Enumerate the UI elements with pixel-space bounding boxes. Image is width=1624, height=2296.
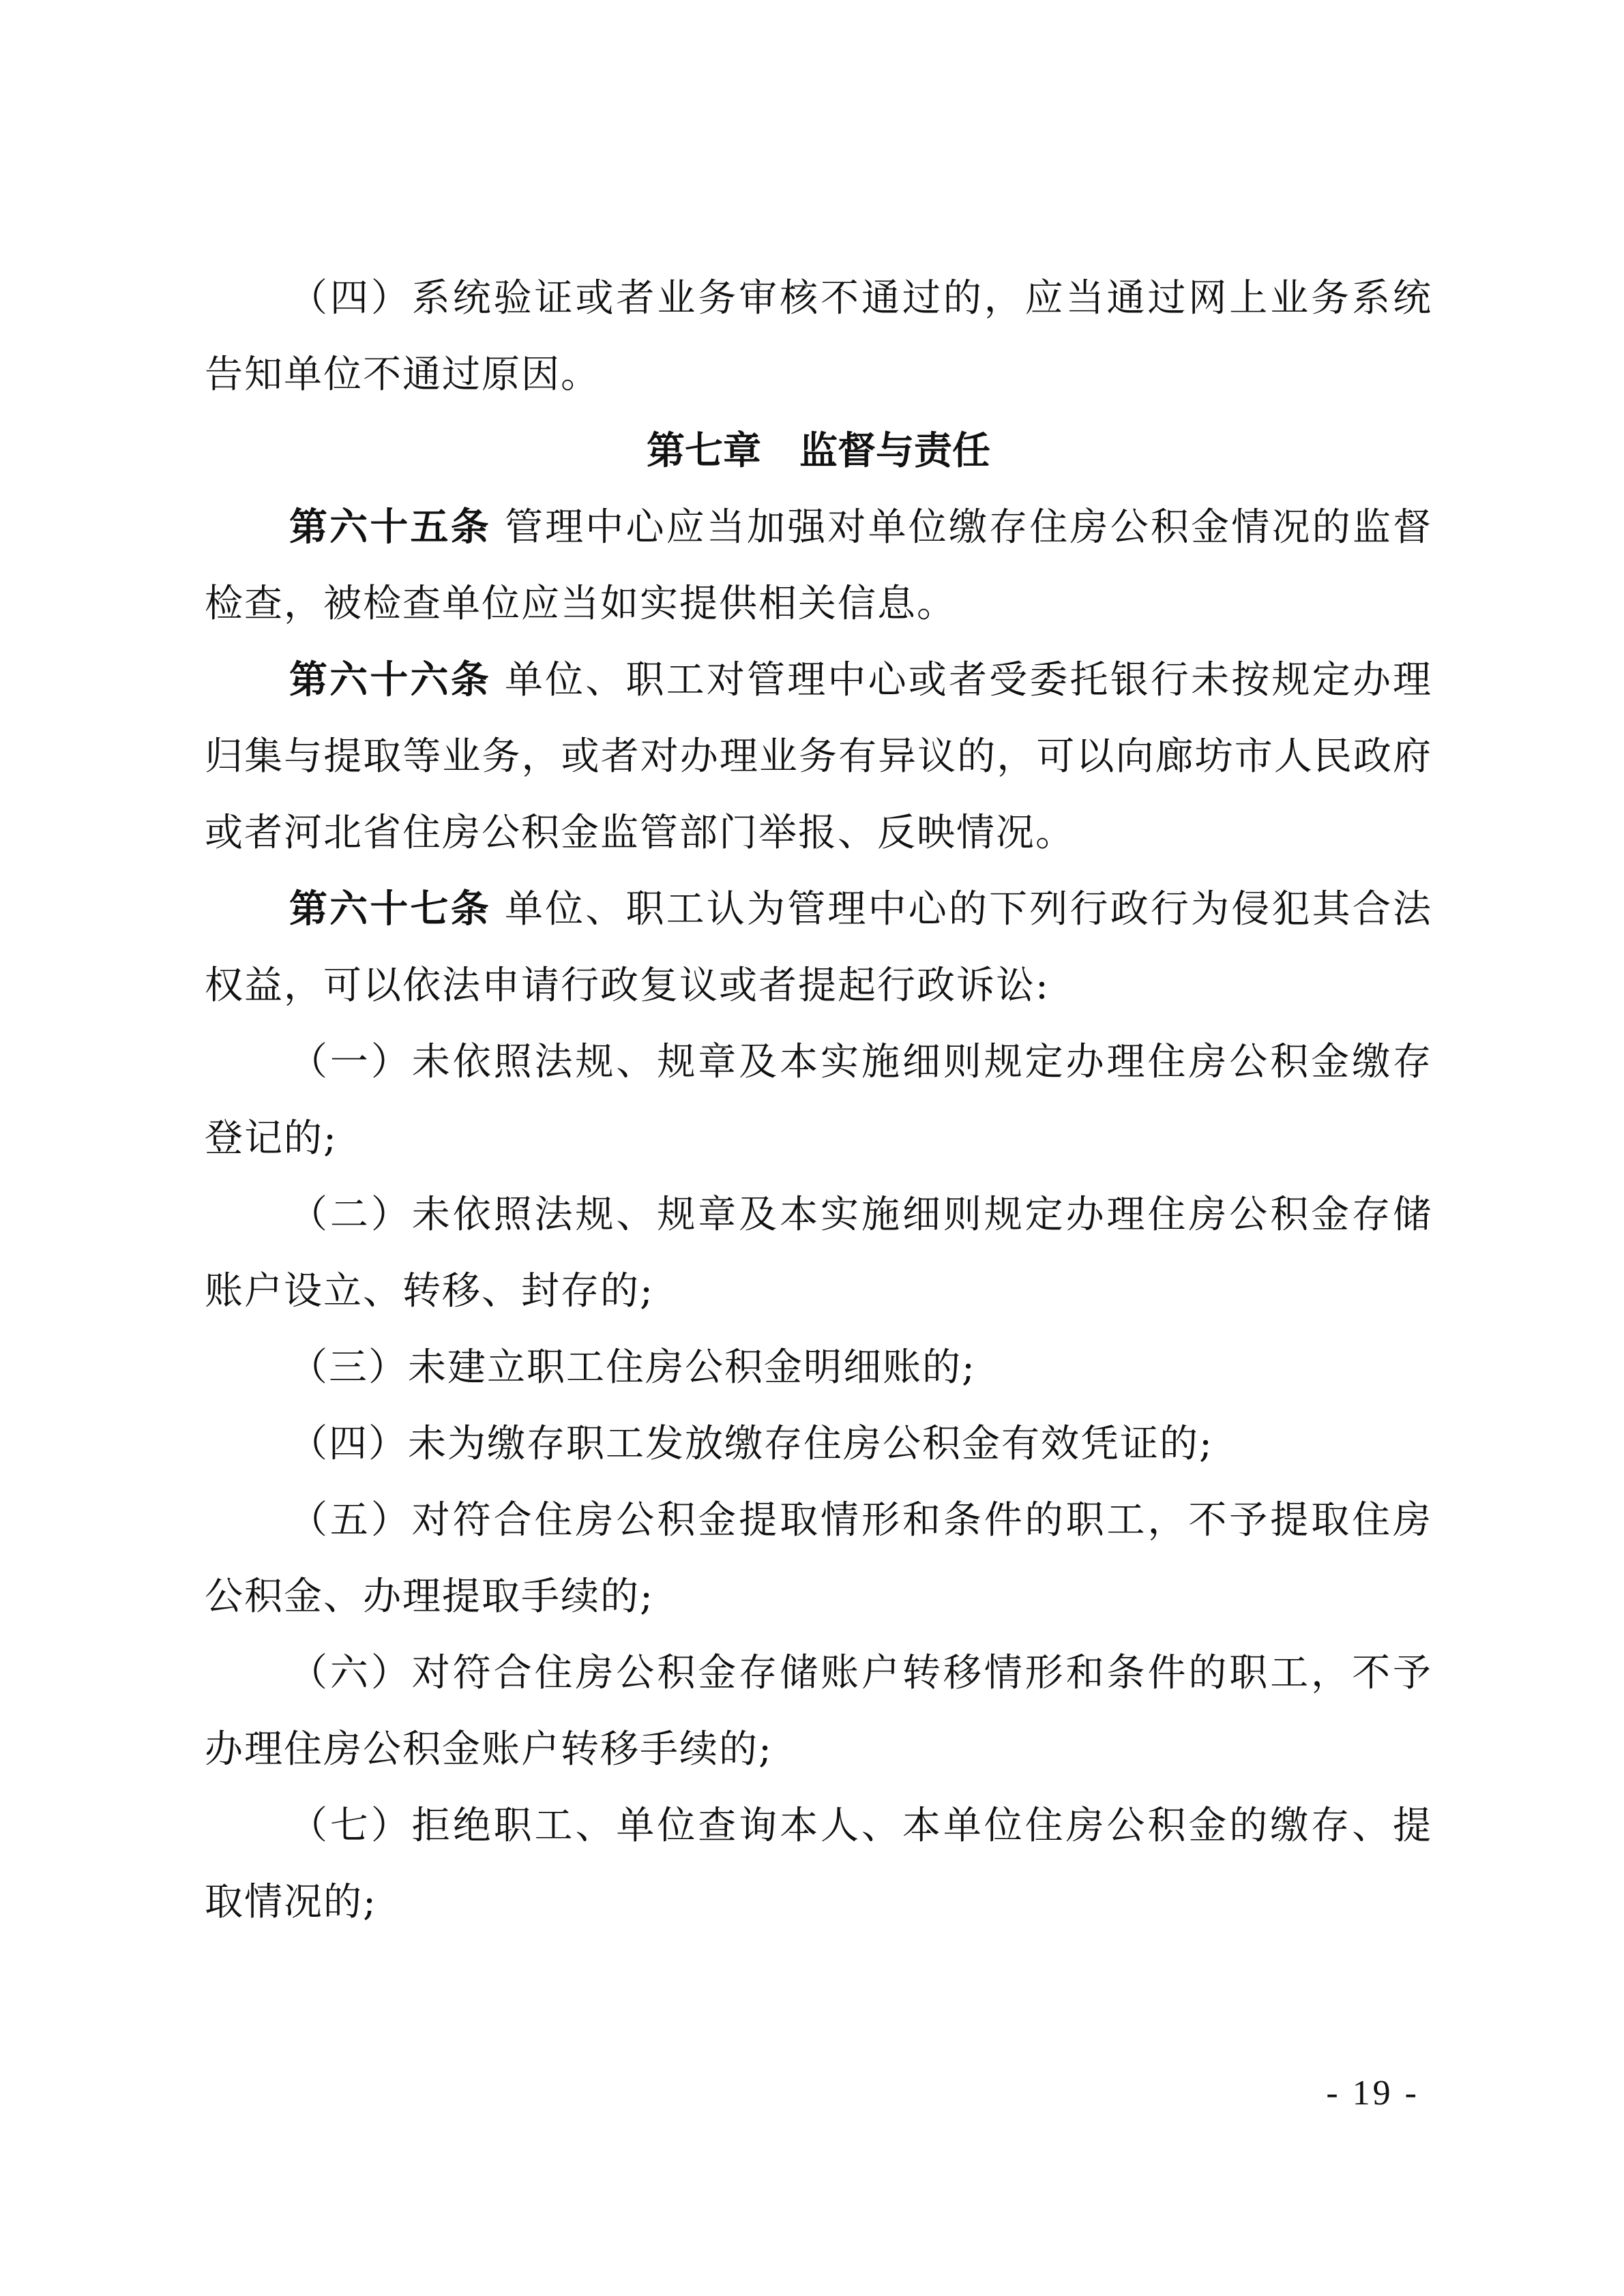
- item-paragraph: （四）未为缴存职工发放缴存住房公积金有效凭证的;: [289, 1422, 1213, 1466]
- page-number: - 19 -: [1326, 2074, 1419, 2113]
- chapter-number: 第七章: [647, 429, 761, 473]
- article-paragraph: [205, 871, 1432, 1024]
- article-number: 第六十七条: [289, 887, 491, 931]
- article-paragraph: [205, 642, 1432, 871]
- item-paragraph: （六）对符合住房公积金存储账户转移情形和条件的职工，不予办理住房公积金账户转移手续的;: [205, 1651, 1432, 1772]
- item-paragraph: （一）未依照法规、规章及本实施细则规定办理住房公积金缴存登记的;: [205, 1040, 1432, 1161]
- chapter-title: 监督与责任: [799, 429, 990, 473]
- body-text: [205, 260, 1432, 1941]
- chapter-heading: [205, 413, 1432, 490]
- item-paragraph: （五）对符合住房公积金提取情形和条件的职工，不予提取住房公积金、办理提取手续的;: [205, 1498, 1432, 1619]
- item-paragraph: （二）未依照法规、规章及本实施细则规定办理住房公积金存储账户设立、转移、封存的;: [205, 1193, 1432, 1313]
- article-text: 管理中心应当加强对单位缴存住房公积金情况的监督检查，被检查单位应当如实提供相关信息。: [205, 505, 1433, 626]
- article-number: 第六十五条: [289, 505, 491, 550]
- article-paragraph: [205, 490, 1432, 642]
- item-paragraph: （三）未建立职工住房公积金明细账的;: [289, 1345, 976, 1390]
- article-number: 第六十六条: [289, 658, 491, 702]
- article-text: 单位、职工对管理中心或者受委托银行未按规定办理归集与提取等业务，或者对办理业务有异议的，可以向廊坊市人民政府或者河北省住房公积金监管部门举报、反映情况。: [205, 658, 1433, 855]
- item-paragraph: （四）系统验证或者业务审核不通过的，应当通过网上业务系统告知单位不通过原因。: [205, 276, 1432, 397]
- item-paragraph: （七）拒绝职工、单位查询本人、本单位住房公积金的缴存、提取情况的;: [205, 1804, 1432, 1924]
- article-text: 单位、职工认为管理中心的下列行政行为侵犯其合法权益，可以依法申请行政复议或者提起行政诉讼:: [205, 887, 1433, 1008]
